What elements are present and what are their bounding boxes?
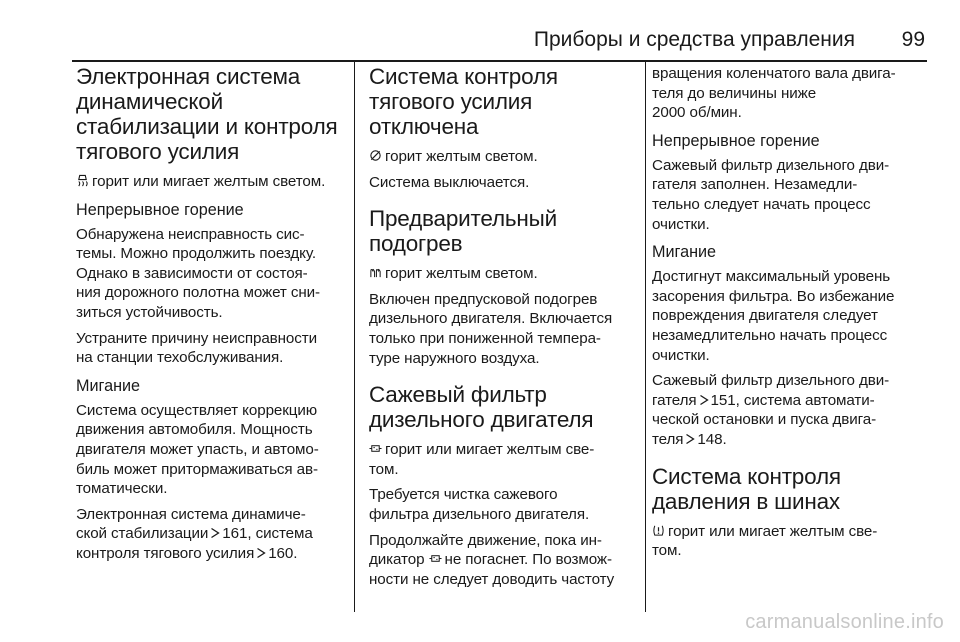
heading-dpf (369, 382, 641, 432)
heading-tc-off (369, 64, 641, 139)
text-line: туре наружного воздуха. (369, 349, 540, 367)
text-line: очистки. (652, 346, 710, 364)
esc-status (76, 172, 348, 192)
text-line: засорения фильтра. Во избежание (652, 287, 895, 305)
text-line: Сажевый фильтр дизельного дви- (652, 372, 890, 390)
dpf-status (369, 440, 641, 479)
text-line: Продолжайте движение, пока ин- (369, 531, 602, 549)
paragraph-steady (652, 156, 924, 234)
paragraph-drive (369, 531, 641, 590)
heading-line: тягового усилия (369, 89, 533, 114)
page-ref-arrow-icon[interactable] (699, 394, 709, 406)
text-line: не погаснет. По возмож- (444, 551, 612, 569)
paragraph-fix (76, 329, 348, 368)
paragraph-tc-off: Система выключается. (369, 173, 530, 191)
column-divider-1 (354, 62, 355, 612)
heading-line: стабилизации и контроля (76, 114, 338, 139)
tpms-status (652, 522, 924, 561)
subheading-blink: Мигание (76, 376, 141, 395)
page-ref-link[interactable]: 151, система автомати- (710, 391, 875, 409)
page-ref-arrow-icon[interactable] (256, 547, 266, 559)
page-ref-arrow-icon[interactable] (210, 527, 220, 539)
text-line: биль может притормаживаться ав- (76, 460, 318, 478)
particulate-filter-icon (429, 552, 442, 565)
paragraph-preheat (369, 290, 641, 368)
text-line: незамедлительно начать процесс (652, 326, 888, 344)
text-line: движения автомобиля. Мощность (76, 421, 313, 439)
esc-skid-icon (76, 174, 89, 187)
column-divider-2 (645, 62, 646, 612)
text-line: Однако в зависимости от состоя- (76, 264, 308, 282)
page-number: 99 (901, 28, 925, 51)
heading-line: отключена (369, 114, 479, 139)
paragraph-blink (76, 401, 348, 499)
text-line: том. (652, 542, 682, 560)
dpf-status-text: горит или мигает желтым све- (385, 441, 595, 459)
heading-line: Электронная система (76, 64, 301, 89)
subheading-steady: Непрерывное горение (76, 200, 244, 219)
paragraph-references (652, 371, 924, 449)
preheat-status (369, 264, 641, 284)
text-line: теля до величины ниже (652, 84, 817, 102)
text-line: гателя (652, 391, 697, 409)
page-ref-link[interactable]: 148. (697, 430, 727, 448)
page-ref-link[interactable]: 160. (268, 544, 298, 562)
heading-line: дизельного двигателя (369, 407, 594, 433)
text-line: Устраните причину неисправности (76, 329, 318, 347)
paragraph-references (76, 505, 348, 564)
watermark: carmanualsonline.info (745, 611, 944, 633)
heading-esc (76, 64, 348, 164)
text-line: двигателя может упасть, и автомо- (76, 440, 319, 458)
text-line: ности не следует доводить частоту (369, 570, 615, 588)
text-line: тельно следует начать процесс (652, 195, 871, 213)
text-line: только при пониженной темпера- (369, 329, 601, 347)
text-line: Система осуществляет коррекцию (76, 401, 318, 419)
paragraph-blink (652, 267, 924, 365)
text-line: вращения коленчатого вала двига- (652, 65, 896, 82)
tc-off-status (369, 147, 641, 167)
text-line: контроля тягового усилия (76, 544, 255, 562)
heading-line: подогрев (369, 231, 463, 257)
text-line: Электронная система динамиче- (76, 505, 306, 523)
text-line: гателя заполнен. Незамедли- (652, 176, 858, 194)
paragraph-steady (76, 225, 348, 323)
text-line: ния дорожного полотна может сни- (76, 284, 321, 302)
page-header (72, 26, 927, 58)
heading-line: динамической (76, 89, 223, 114)
text-line: темы. Можно продолжить поездку. (76, 245, 316, 263)
header-rule (72, 60, 927, 62)
particulate-filter-icon (369, 442, 382, 455)
text-line: 2000 об/мин. (652, 104, 742, 122)
text-line: том. (369, 460, 399, 478)
heading-line: тягового усилия (76, 139, 240, 164)
paragraph-continued (652, 64, 924, 123)
traction-off-icon (369, 149, 382, 162)
heading-line: давления в шинах (652, 488, 840, 514)
glow-plug-icon (369, 266, 382, 279)
page-ref-link[interactable]: 161, система (222, 525, 313, 543)
tire-pressure-icon (652, 524, 665, 537)
column-2 (369, 64, 641, 595)
text-line: Достигнут максимальный уровень (652, 268, 891, 286)
column-3 (652, 64, 924, 567)
text-line: дикатор (369, 551, 425, 569)
page-ref-arrow-icon[interactable] (685, 433, 695, 445)
heading-line: Предварительный (369, 206, 557, 232)
text-line: томатически. (76, 480, 168, 498)
text-line: теля (652, 430, 684, 448)
header-title: Приборы и средства управления (533, 28, 855, 51)
subheading-steady: Непрерывное горение (652, 131, 820, 150)
text-line: фильтра дизельного двигателя. (369, 505, 590, 523)
text-line: Обнаружена неисправность сис- (76, 225, 305, 243)
text-line: ской стабилизации (76, 525, 209, 543)
column-1 (76, 64, 348, 570)
text-line: Включен предпусковой подогрев (369, 290, 598, 308)
text-line: Требуется чистка сажевого (369, 486, 558, 504)
heading-line: Система контроля (369, 64, 558, 89)
text-line: на станции техобслуживания. (76, 349, 284, 367)
heading-line: Система контроля (652, 463, 841, 489)
heading-line: Сажевый фильтр (369, 382, 547, 408)
text-line: очистки. (652, 215, 710, 233)
paragraph-dpf (369, 485, 641, 524)
text-line: ческой остановки и пуска двига- (652, 411, 877, 429)
text-line: дизельного двигателя. Включается (369, 310, 613, 328)
tc-off-status-text: горит желтым светом. (385, 148, 538, 165)
subheading-blink: Мигание (652, 243, 717, 262)
text-line: Сажевый фильтр дизельного дви- (652, 156, 890, 174)
preheat-status-text: горит желтым светом. (385, 265, 538, 283)
heading-tpms (652, 464, 924, 514)
text-line: повреждения двигателя следует (652, 307, 878, 325)
heading-preheat (369, 206, 641, 256)
esc-status-text: горит или мигает желтым светом. (92, 173, 326, 190)
text-line: зиться устойчивость. (76, 303, 223, 321)
tpms-status-text: горит или мигает желтым све- (668, 522, 878, 540)
